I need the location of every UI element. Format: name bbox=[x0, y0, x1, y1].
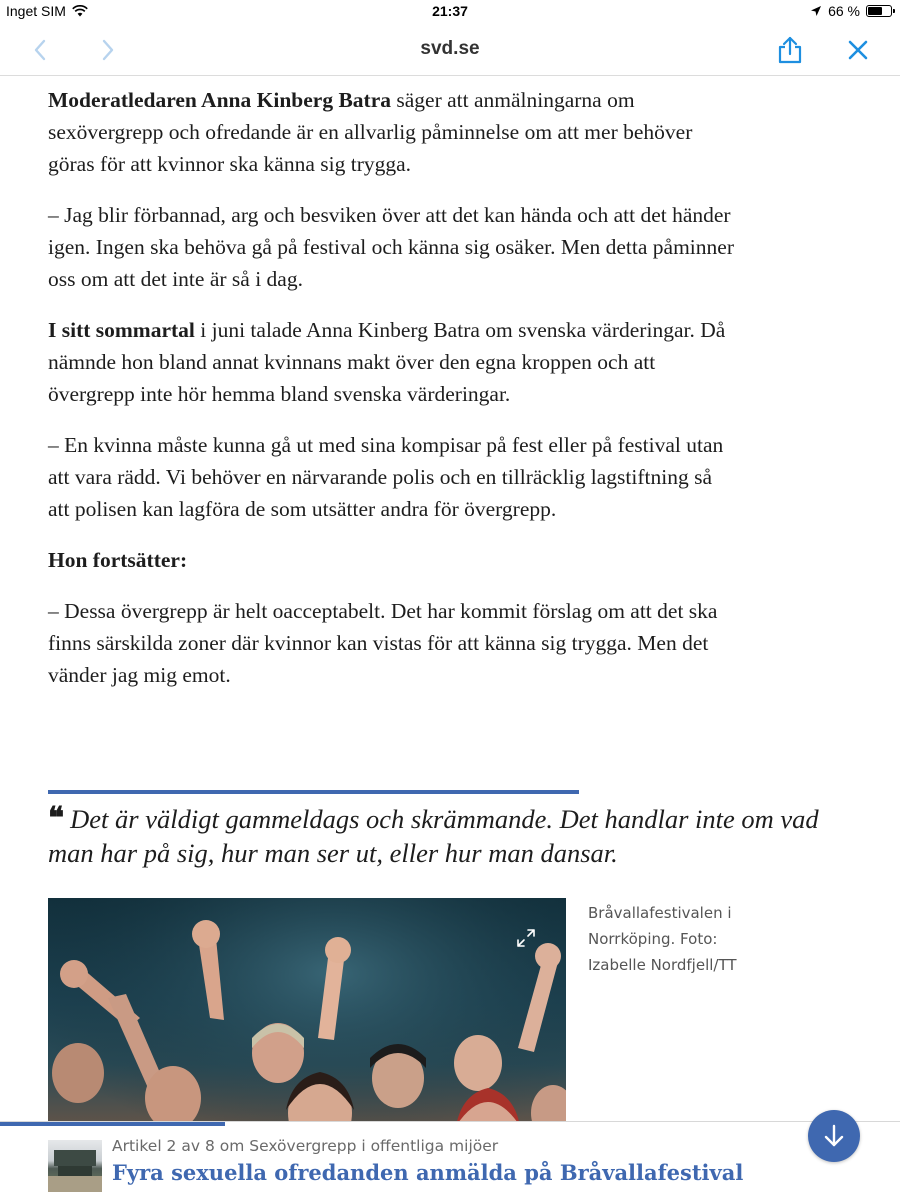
battery-icon bbox=[866, 5, 892, 17]
series-bar bbox=[0, 1121, 900, 1200]
status-right bbox=[810, 3, 892, 19]
expand-icon bbox=[514, 926, 538, 950]
series-next-article-link[interactable]: Fyra sexuella ofredanden anmälda på Bråvallafestival bbox=[112, 1160, 744, 1185]
close-icon bbox=[847, 39, 869, 61]
paragraph-text: – Dessa övergrepp är helt oacceptabelt. Det har kommit förslag om att det ska finns särskilda zoner där kvinnor kan vistas för att känna sig trygga. Men det vänder jag mig emot. bbox=[48, 599, 718, 687]
browser-nav-bar bbox=[0, 24, 900, 76]
expand-image-button[interactable] bbox=[514, 926, 538, 950]
status-bar bbox=[0, 0, 900, 24]
battery-fill bbox=[868, 7, 882, 15]
series-kicker: Artikel 2 av 8 om Sexövergrepp i offentliga mijöer bbox=[112, 1137, 499, 1155]
carrier-label: Inget SIM bbox=[6, 3, 66, 19]
article-body bbox=[48, 84, 848, 710]
series-thumbnail[interactable] bbox=[48, 1140, 102, 1192]
next-article-button[interactable] bbox=[808, 1110, 860, 1162]
share-button[interactable] bbox=[776, 36, 804, 64]
paragraph-lead: Moderatledaren Anna Kinberg Batra bbox=[48, 88, 391, 112]
photo-caption: Bråvallafestivalen i Norrköping. Foto: Izabelle Nordfjell/TT bbox=[588, 904, 737, 974]
arrow-down-icon bbox=[821, 1123, 847, 1149]
pull-quote bbox=[48, 802, 858, 870]
article-subheading bbox=[48, 544, 738, 576]
stage-thumbnail-image bbox=[48, 1140, 102, 1192]
paragraph-lead: Hon fortsätter: bbox=[48, 548, 188, 572]
share-icon bbox=[777, 36, 803, 64]
status-time: 21:37 bbox=[432, 3, 468, 19]
location-arrow-icon bbox=[810, 5, 822, 17]
close-button[interactable] bbox=[844, 36, 872, 64]
battery-percent: 66 % bbox=[828, 3, 860, 19]
quote-mark-icon: ❝ bbox=[48, 801, 65, 836]
article-paragraph bbox=[48, 429, 738, 525]
article-paragraph bbox=[48, 84, 738, 180]
quote-divider bbox=[48, 790, 579, 794]
paragraph-lead: I sitt sommartal bbox=[48, 318, 195, 342]
series-progress-bar bbox=[0, 1122, 225, 1126]
pull-quote-text: Det är väldigt gammeldags och skrämmande. Det handlar inte om vad man har på sig, hur man ser ut, eller hur man dansar. bbox=[48, 804, 819, 868]
paragraph-text: säger att anmälningarna om sexövergrepp och ofredande är en allvarlig påminnelse om att mer behöver göras för att kvinnor ska känna sig trygga. bbox=[48, 88, 693, 176]
article-paragraph bbox=[48, 199, 738, 295]
paragraph-text: – En kvinna måste kunna gå ut med sina kompisar på fest eller på festival utan att vara rädd. Vi behöver en närvarande polis och en tillräcklig lagstiftning så att polisen kan lagföra de som utsätter andra för övergrepp. bbox=[48, 433, 724, 521]
article-paragraph bbox=[48, 595, 738, 691]
paragraph-text: i juni talade Anna Kinberg Batra om svenska värderingar. Då nämnde hon bland annat kvinnans makt över den egna kroppen och att övergrepp inte hör hemma bland svenska värderingar. bbox=[48, 318, 726, 406]
article-paragraph bbox=[48, 314, 738, 410]
site-title: svd.se bbox=[420, 38, 480, 59]
paragraph-text: – Jag blir förbannad, arg och besviken över att det kan hända och att det händer igen. Ingen ska behöva gå på festival och känna sig osäker. Men detta påminner oss om att det inte är så i dag. bbox=[48, 203, 734, 291]
